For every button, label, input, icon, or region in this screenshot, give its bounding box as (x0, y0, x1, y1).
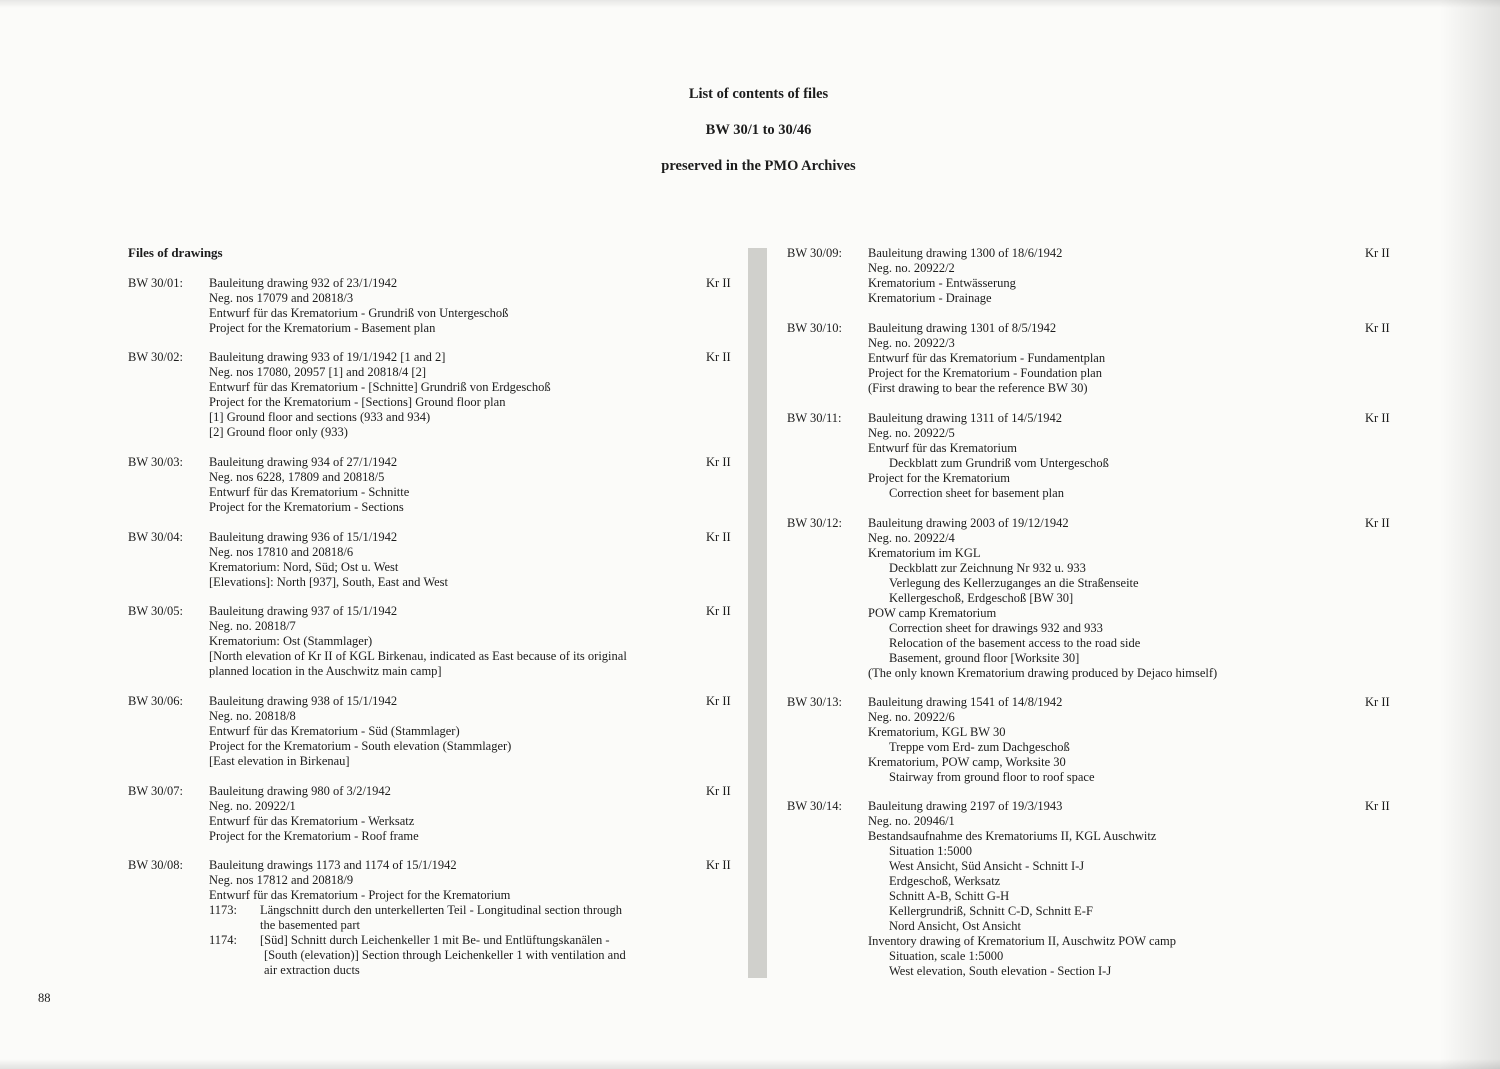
description-line: Project for the Krematorium - Roof frame (209, 829, 419, 843)
file-description (868, 695, 1095, 785)
file-code: BW 30/12: (787, 516, 842, 530)
sub-line (209, 933, 626, 948)
description-line: Entwurf für das Krematorium - Werksatz (209, 814, 415, 828)
description-line: (The only known Krematorium drawing produced by Dejaco himself) (868, 666, 1218, 680)
description-line: Bauleitung drawing 933 of 19/1/1942 [1 and 2] (209, 350, 446, 364)
file-description (868, 516, 1217, 681)
page-edge-bottom (0, 1059, 1500, 1069)
description-line: Bauleitung drawing 2197 of 19/3/1943 (868, 799, 1063, 813)
file-description (209, 350, 551, 440)
description-line: planned location in the Auschwitz main camp] (209, 664, 442, 678)
crematorium-label: Kr II (706, 604, 731, 618)
file-code: BW 30/09: (787, 246, 842, 260)
description-line: Project for the Krematorium (868, 471, 1010, 485)
description-line: [1] Ground floor and sections (933 and 934) (209, 410, 431, 424)
crematorium-label: Kr II (1365, 411, 1390, 425)
description-line: Bauleitung drawing 1311 of 14/5/1942 (868, 411, 1062, 425)
description-line: Bauleitung drawing 934 of 27/1/1942 (209, 455, 398, 469)
description-line: Neg. no. 20818/8 (209, 709, 296, 723)
description-line: [2] Ground floor only (933) (209, 425, 348, 439)
crematorium-label: Kr II (706, 858, 731, 872)
sub-text: air extraction ducts (264, 963, 360, 977)
description-line: [North elevation of Kr II of KGL Birkenau, indicated as East because of its original (209, 649, 627, 663)
description-line: Nord Ansicht, Ost Ansicht (889, 919, 1021, 933)
sub-line (209, 963, 626, 978)
description-line: Krematorium - Drainage (868, 291, 992, 305)
description-line: Entwurf für das Krematorium - Project for the Krematorium (209, 888, 511, 902)
crematorium-label: Kr II (1365, 516, 1390, 530)
description-line: Schnitt A-B, Schitt G-H (889, 889, 1010, 903)
file-code: BW 30/11: (787, 411, 842, 425)
description-line: Deckblatt zum Grundriß vom Untergeschoß (889, 456, 1109, 470)
description-line: Neg. nos 17810 and 20818/6 (209, 545, 354, 559)
description-line: Project for the Krematorium - Basement plan (209, 321, 436, 335)
book-gutter (748, 248, 767, 978)
description-line: Correction sheet for drawings 932 and 933 (889, 621, 1103, 635)
description-line: Deckblatt zur Zeichnung Nr 932 u. 933 (889, 561, 1086, 575)
crematorium-label: Kr II (1365, 695, 1390, 709)
description-line: Project for the Krematorium - [Sections] Ground floor plan (209, 395, 506, 409)
file-description (868, 411, 1109, 501)
file-code: BW 30/06: (128, 694, 183, 708)
description-line: Kellergrundriß, Schnitt C-D, Schnitt E-F (889, 904, 1093, 918)
description-line: Entwurf für das Krematorium - Fundamentplan (868, 351, 1106, 365)
page-number: 88 (38, 991, 51, 1005)
crematorium-label: Kr II (706, 694, 731, 708)
description-line: (First drawing to bear the reference BW 30) (868, 381, 1088, 395)
file-code: BW 30/04: (128, 530, 183, 544)
description-line: Neg. nos 17080, 20957 [1] and 20818/4 [2] (209, 365, 426, 379)
crematorium-label: Kr II (706, 276, 731, 290)
section-title: Files of drawings (128, 245, 223, 260)
sub-number: 1174: (209, 933, 238, 947)
crematorium-label: Kr II (1365, 321, 1390, 335)
description-line: POW camp Krematorium (868, 606, 997, 620)
description-line: Verlegung des Kellerzuganges an die Straßenseite (889, 576, 1139, 590)
description-line: Neg. nos 17079 and 20818/3 (209, 291, 354, 305)
description-line: Neg. no. 20922/3 (868, 336, 955, 350)
description-line: Neg. no. 20922/5 (868, 426, 955, 440)
sub-line (209, 948, 626, 963)
file-range-title: BW 30/1 to 30/46 (705, 122, 812, 138)
sub-number: 1173: (209, 903, 238, 917)
file-description (209, 276, 508, 336)
description-line: Krematorium, KGL BW 30 (868, 725, 1006, 739)
description-line: Situation, scale 1:5000 (889, 949, 1004, 963)
description-line: Bauleitung drawings 1173 and 1174 of 15/1/1942 (209, 858, 457, 872)
file-description (868, 799, 1176, 979)
sub-text: [Süd] Schnitt durch Leichenkeller 1 mit Be- und Entlüftungskanälen - (260, 933, 610, 947)
description-line: Situation 1:5000 (889, 844, 972, 858)
description-line: West elevation, South elevation - Section I-J (889, 964, 1112, 978)
description-line: Relocation of the basement access to the road side (889, 636, 1141, 650)
description-line: Entwurf für das Krematorium - [Schnitte] Grundriß von Erdgeschoß (209, 380, 551, 394)
description-line: Project for the Krematorium - Sections (209, 500, 404, 514)
file-description (868, 246, 1062, 306)
description-line: Neg. nos 17812 and 20818/9 (209, 873, 354, 887)
crematorium-label: Kr II (706, 784, 731, 798)
file-code: BW 30/05: (128, 604, 183, 618)
description-line: Neg. no. 20922/4 (868, 531, 955, 545)
file-description (209, 530, 448, 590)
file-code: BW 30/03: (128, 455, 183, 469)
description-line: Krematorium: Ost (Stammlager) (209, 634, 373, 648)
description-line: Bauleitung drawing 936 of 15/1/1942 (209, 530, 398, 544)
description-line: Bauleitung drawing 937 of 15/1/1942 (209, 604, 398, 618)
file-description (209, 858, 626, 978)
description-line: Inventory drawing of Krematorium II, Auschwitz POW camp (868, 934, 1177, 948)
file-code: BW 30/07: (128, 784, 183, 798)
sub-line (209, 903, 626, 918)
description-line: Neg. no. 20818/7 (209, 619, 296, 633)
file-code: BW 30/08: (128, 858, 183, 872)
description-line: Neg. no. 20946/1 (868, 814, 955, 828)
description-line: Neg. no. 20922/1 (209, 799, 296, 813)
description-line: Neg. nos 6228, 17809 and 20818/5 (209, 470, 385, 484)
file-code: BW 30/10: (787, 321, 842, 335)
description-line: Project for the Krematorium - Foundation plan (868, 366, 1102, 380)
description-line: Treppe vom Erd- zum Dachgeschoß (889, 740, 1070, 754)
description-line: Krematorium im KGL (868, 546, 981, 560)
description-line: Bauleitung drawing 932 of 23/1/1942 (209, 276, 398, 290)
description-line: Bauleitung drawing 1300 of 18/6/1942 (868, 246, 1063, 260)
crematorium-label: Kr II (706, 455, 731, 469)
description-line: Basement, ground floor [Worksite 30] (889, 651, 1080, 665)
sub-text: [South (elevation)] Section through Leichenkeller 1 with ventilation and (264, 948, 626, 962)
crematorium-label: Kr II (1365, 246, 1390, 260)
file-description (209, 455, 409, 515)
archive-title: preserved in the PMO Archives (661, 158, 856, 174)
file-code: BW 30/02: (128, 350, 183, 364)
description-line: Bauleitung drawing 938 of 15/1/1942 (209, 694, 398, 708)
description-line: Bauleitung drawing 1541 of 14/8/1942 (868, 695, 1063, 709)
description-line: Correction sheet for basement plan (889, 486, 1064, 500)
description-line: Bestandsaufnahme des Krematoriums II, KGL Auschwitz (868, 829, 1157, 843)
description-line: [Elevations]: North [937], South, East and West (209, 575, 449, 589)
page-title: List of contents of files (688, 86, 829, 102)
file-code: BW 30/14: (787, 799, 842, 813)
description-line: Krematorium, POW camp, Worksite 30 (868, 755, 1066, 769)
description-line: Project for the Krematorium - South elevation (Stammlager) (209, 739, 512, 753)
sub-text: the basemented part (260, 918, 360, 932)
description-line: Stairway from ground floor to roof space (889, 770, 1095, 784)
file-description (209, 784, 419, 844)
file-code: BW 30/13: (787, 695, 842, 709)
description-line: Entwurf für das Krematorium - Süd (Stammlager) (209, 724, 460, 738)
sub-text: Längschnitt durch den unterkellerten Teil - Longitudinal section through (260, 903, 622, 917)
crematorium-label: Kr II (1365, 799, 1390, 813)
crematorium-label: Kr II (706, 350, 731, 364)
description-line: Entwurf für das Krematorium - Grundriß von Untergeschoß (209, 306, 509, 320)
file-description (868, 321, 1105, 396)
crematorium-label: Kr II (706, 530, 731, 544)
description-line: Krematorium - Entwässerung (868, 276, 1016, 290)
file-code: BW 30/01: (128, 276, 183, 290)
description-line: Entwurf für das Krematorium (868, 441, 1017, 455)
page-edge-top (0, 0, 1500, 8)
file-description (209, 694, 511, 769)
description-line: [East elevation in Birkenau] (209, 754, 350, 768)
description-line: Entwurf für das Krematorium - Schnitte (209, 485, 410, 499)
description-line: Bauleitung drawing 2003 of 19/12/1942 (868, 516, 1069, 530)
file-description (209, 604, 627, 679)
description-line: Bauleitung drawing 980 of 3/2/1942 (209, 784, 391, 798)
description-line: Kellergeschoß, Erdgeschoß [BW 30] (889, 591, 1074, 605)
description-line: Erdgeschoß, Werksatz (889, 874, 1001, 888)
description-line: Neg. no. 20922/6 (868, 710, 955, 724)
description-line: West Ansicht, Süd Ansicht - Schnitt I-J (889, 859, 1085, 873)
sub-line (209, 918, 626, 933)
description-line: Neg. no. 20922/2 (868, 261, 955, 275)
description-line: Bauleitung drawing 1301 of 8/5/1942 (868, 321, 1057, 335)
description-line: Krematorium: Nord, Süd; Ost u. West (209, 560, 399, 574)
